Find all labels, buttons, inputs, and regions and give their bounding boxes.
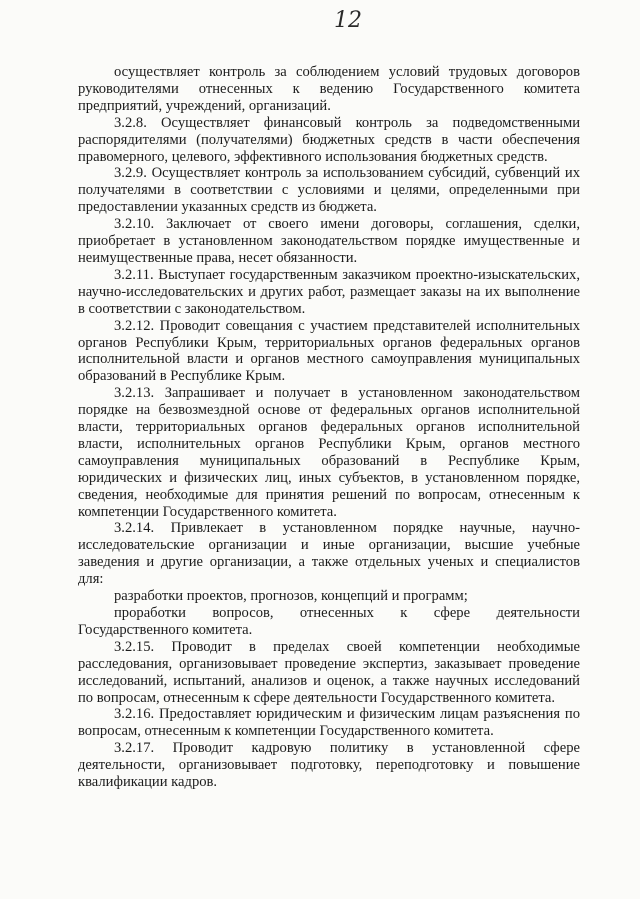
paragraph: 3.2.10. Заключает от своего имени договоры, соглашения, сделки, приобретает в установленном законодательством порядке имущественные и неимущественные права, несет обязанности. (78, 216, 580, 266)
list-item: проработки вопросов, отнесенных к сфере деятельности Государственного комитета. (78, 605, 580, 638)
paragraph: 3.2.8. Осуществляет финансовый контроль за подведомственными распорядителями (получателями) бюджетных средств в части обеспечения правомерного, целевого, эффективного использования бюджетных средств. (78, 114, 580, 165)
paragraph: 3.2.13. Запрашивает и получает в установленном законодательством порядке на безвозмездной основе от федеральных органов исполнительной власти, территориальных органов федеральных органов исполнительной власти, исполнительных органов Республики Крым, органов местного самоуправления муниципальных образований в Республике Крым, юридических и физических лиц, иных субъектов, в установленном порядке, сведения, необходимые для принятия решений по вопросам, отнесенным к компетенции Государственного комитета. (78, 385, 580, 520)
document-body (78, 64, 580, 791)
paragraph: 3.2.9. Осуществляет контроль за использованием субсидий, субвенций их получателями в соответствии с условиями и целями, определенными при предоставлении указанных средств из бюджета. (78, 165, 580, 216)
paragraph: осуществляет контроль за соблюдением условий трудовых договоров руководителями отнесенных к ведению Государственного комитета предприятий, учреждений, организаций. (78, 64, 580, 114)
paragraph: 3.2.16. Предоставляет юридическим и физическим лицам разъяснения по вопросам, отнесенным к компетенции Государственного комитета. (78, 706, 580, 740)
list-item: разработки проектов, прогнозов, концепций и программ; (114, 588, 468, 605)
paragraph: 3.2.17. Проводит кадровую политику в установленной сфере деятельности, организовывает подготовку, переподготовку и повышение квалификации кадров. (78, 740, 580, 791)
paragraph: 3.2.11. Выступает государственным заказчиком проектно-изыскательских, научно-исследовательских и других работ, размещает заказы на их выполнение в соответствии с законодательством. (78, 266, 580, 317)
paragraph: 3.2.14. Привлекает в установленном порядке научные, научно-исследовательские организации и иные организации, высшие учебные заведения и другие организации, а также отдельных ученых и специалистов для: (78, 520, 580, 588)
paragraph: 3.2.15. Проводит в пределах своей компетенции необходимые расследования, организовывает проведение экспертиз, заказывает проведение исследований, испытаний, анализов и оценок, а также научных исследований по вопросам, отнесенным к сфере деятельности Государственного комитета. (78, 638, 580, 706)
page-number: 12 (334, 8, 362, 33)
paragraph: 3.2.12. Проводит совещания с участием представителей исполнительных органов Республики Крым, территориальных органов федеральных органов исполнительной власти и органов местного самоуправления муниципальных образований в Республике Крым. (78, 317, 580, 385)
